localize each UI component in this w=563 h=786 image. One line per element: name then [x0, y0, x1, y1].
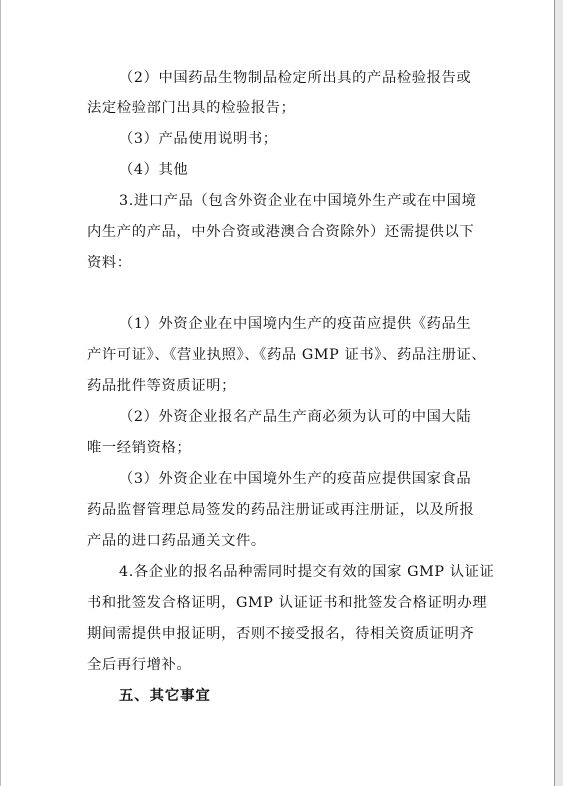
text-line: （2）外资企业报名产品生产商必须为认可的中国大陆 — [119, 409, 472, 425]
text-line: （1）外资企业在中国境内生产的疫苗应提供《药品生 — [119, 316, 472, 332]
text-line: 产品的进口药品通关文件。 — [87, 533, 266, 549]
text-line: 药品批件等资质证明； — [87, 378, 236, 394]
text-line: （3）外资企业在中国境外生产的疫苗应提供国家食品 — [119, 471, 472, 487]
text-line: 药品监督管理总局签发的药品注册证或再注册证，以及所报 — [87, 502, 475, 518]
viewer-scroll-edge — [555, 0, 563, 786]
text-line: 3.进口产品（包含外资企业在中国境外生产或在中国境 — [119, 193, 477, 209]
text-line: （2）中国药品生物制品检定所出具的产品检验报告或 — [119, 70, 472, 86]
text-line: 资料： — [87, 255, 132, 271]
text-line: 唯一经销资格； — [87, 440, 192, 456]
text-line: 期间需提供申报证明，否则不接受报名，待相关资质证明齐 — [87, 626, 475, 642]
text-line: （4）其他 — [119, 162, 189, 178]
section-heading: 五、其它事宜 — [119, 688, 211, 704]
text-line: 4.各企业的报名品种需同时提交有效的国家 GMP 认证证 — [119, 564, 495, 580]
text-line: 内生产的产品，中外合资或港澳合合资除外）还需提供以下 — [87, 224, 475, 240]
text-line: 法定检验部门出具的检验报告； — [87, 100, 296, 116]
text-line: 全后再行增补。 — [87, 657, 192, 673]
text-line: 书和批签发合格证明，GMP 认证证书和批签发合格证明办理 — [87, 595, 488, 611]
text-line: 产许可证》、《营业执照》、《药品 GMP 证书》、药品注册证、 — [87, 347, 487, 363]
text-line: （3）产品使用说明书； — [119, 131, 278, 147]
